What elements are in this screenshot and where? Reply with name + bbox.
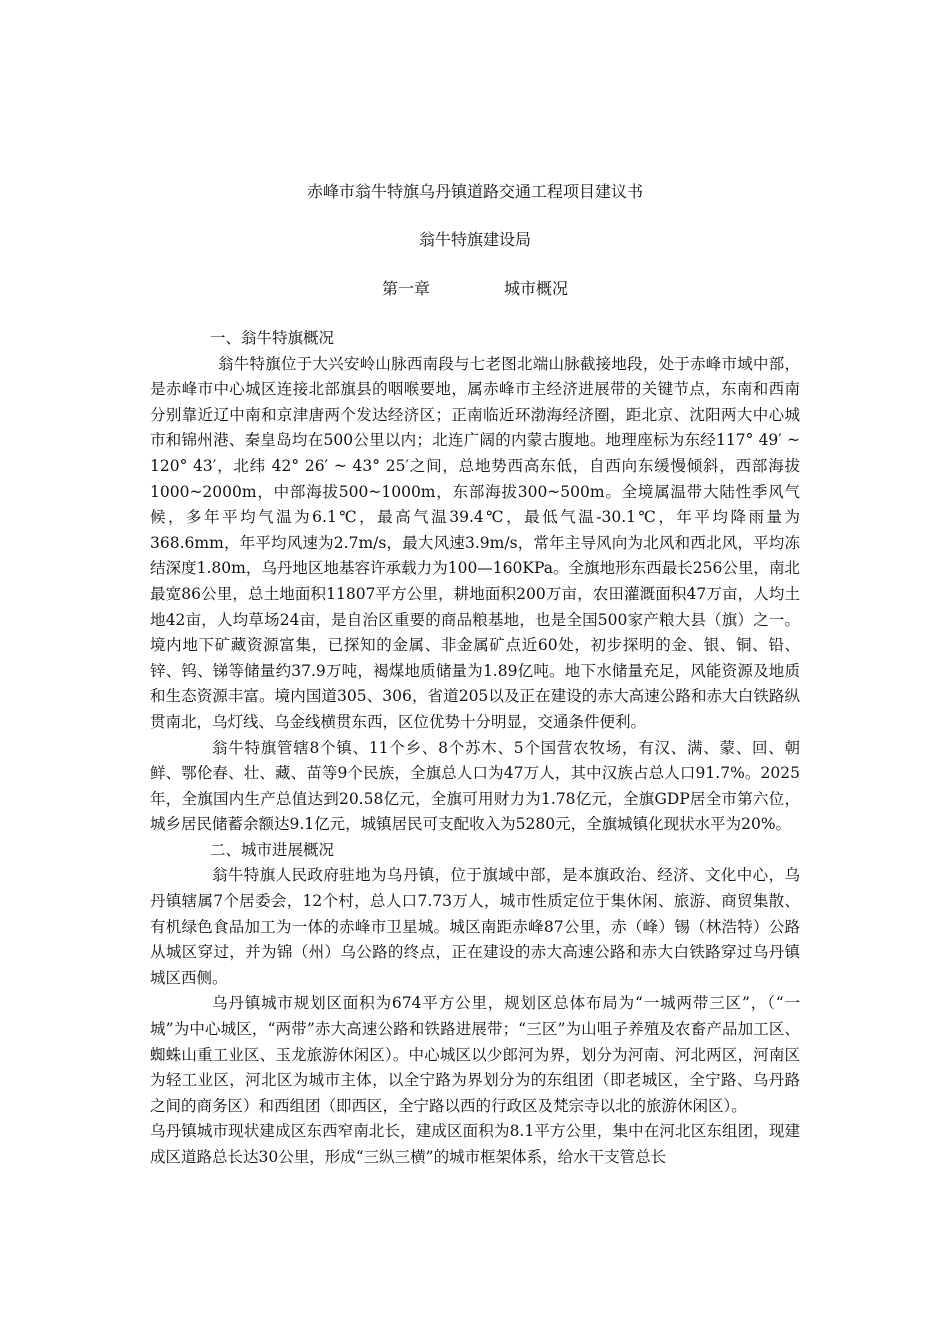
paragraph: 翁牛特旗位于大兴安岭山脉西南段与七老图北端山脉截接地段，处于赤峰市域中部，是赤峰市中心城区连接北部旗县的咽喉要地，属赤峰市主经济进展带的关键节点，东南和西南分别靠近辽中南和京津唐两个发达经济区；正南临近环渤海经济圈，距北京、沈阳两大中心城市和锦州港、秦皇岛均在500公里以内；北连广阔的内蒙古腹地。地理座标为东经117° 49′ ~ 120° 43′，北纬 42° 26′ ~ 43° 25′之间，总地势西高东低，自西向东缓慢倾斜，西部海拔1000~2000m，中部海拔500~1000m，东部海拔300~500m。全境属温带大陆性季风气候，多年平均气温为6.1℃，最高气温39.4℃，最低气温-30.1℃，年平均降雨量为368.6mm，年平均风速为2.7m/s，最大风速3.9m/s，常年主导风向为北风和西北风，平均冻结深度1.80m，乌丹地区地基容许承载力为100—160KPa。全旗地形东西最长256公里，南北最宽86公里，总土地面积11807平方公里，耕地面积200万亩，农田灌溉面积47万亩，人均土地42亩，人均草场24亩，是自治区重要的商品粮基地，也是全国500家产粮大县（旗）之一。境内地下矿藏资源富集，已探知的金属、非金属矿点近60处，初步探明的金、银、铜、铅、锌、钨、锑等储量约37.9万吨，褐煤地质储量为1.89亿吨。地下水储量充足，风能资源及地质和生态资源丰富。境内国道305、306，省道205以及正在建设的赤大高速公路和赤大白铁路纵贯南北，乌灯线、乌金线横贯东西，区位优势十分明显，交通条件便利。: [150, 354, 800, 731]
paragraph: 乌丹镇城市现状建成区东西窄南北长，建成区面积为8.1平方公里，集中在河北区东组团，现建成区道路总长达30公里，形成“三纵三横”的城市框架体系，给水干支管总长: [150, 1122, 800, 1166]
chapter-heading: [0, 279, 950, 299]
document-body: [150, 326, 800, 1171]
section-heading: 一、翁牛特旗概况: [210, 329, 335, 347]
paragraph: 翁牛特旗管辖8个镇、11个乡、8个苏木、5个国营农牧场，有汉、满、蒙、回、朝鲜、鄂伦春、壮、藏、苗等9个民族，全旗总人口为47万人，其中汉族占总人口91.7%。2025年，全旗国内生产总值达到20.58亿元，全旗可用财力为1.78亿元，全旗GDP居全市第六位，城乡居民储蓄余额达9.1亿元，城镇居民可支配收入为5280元，全旗城镇化现状水平为20%。: [150, 738, 800, 834]
chapter-name: 城市概况: [504, 279, 569, 298]
paragraph: 乌丹镇城市规划区面积为674平方公里，规划区总体布局为“一城两带三区”，（“一城”为中心城区，“两带”赤大高速公路和铁路进展带；“三区”为山咀子养殖及农畜产品加工区、蜘蛛山重工业区、玉龙旅游休闲区）。中心城区以少郎河为界，划分为河南、河北两区，河南区为轻工业区，河北区为城市主体，以全宁路为界划分为的东组团（即老城区，全宁路、乌丹路之间的商务区）和西组团（即西区，全宁路以西的行政区及梵宗寺以北的旅游休闲区）。: [150, 994, 800, 1115]
section-heading: 二、城市进展概况: [210, 840, 335, 859]
document-title: 赤峰市翁牛特旗乌丹镇道路交通工程项目建议书: [306, 182, 643, 201]
paragraph: 翁牛特旗人民政府驻地为乌丹镇，位于旗域中部，是本旗政治、经济、文化中心，乌丹镇辖属7个居委会，12个村，总人口7.73万人，城市性质定位于集休闲、旅游、商贸集散、有机绿色食品加工为一体的赤峰市卫星城。城区南距赤峰87公里，赤（峰）锡（林浩特）公路从城区穿过，并为锦（州）乌公路的终点，正在建设的赤大高速公路和赤大白铁路穿过乌丹镇城区西侧。: [150, 866, 800, 987]
chapter-number: 第一章: [381, 279, 430, 298]
document-organization: 翁牛特旗建设局: [418, 230, 531, 249]
